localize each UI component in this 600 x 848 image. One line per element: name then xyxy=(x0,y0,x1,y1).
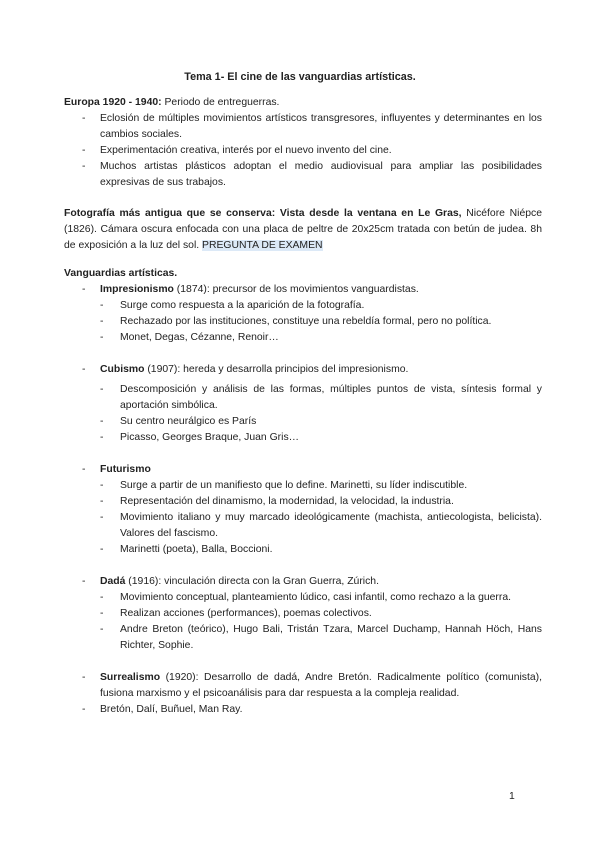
page-number: 1 xyxy=(509,791,515,802)
list-item: - Monet, Degas, Cézanne, Renoir… xyxy=(64,330,542,346)
list-item: - Su centro neurálgico es París xyxy=(64,414,542,430)
list-item: - Movimiento conceptual, planteamiento lúdico, casi infantil, como rechazo a la guerra. xyxy=(64,590,542,606)
europa-list xyxy=(64,111,542,191)
movement-desc: (1907): hereda y desarrolla principios del impresionismo. xyxy=(144,364,409,375)
foto-text: Nicéfore Niépce (1826). Cámara oscura enfocada con una placa de peltre de 20x25cm tratada con betún de judea. 8h de exposición a la luz del sol. xyxy=(64,208,542,251)
movement-dada xyxy=(64,574,542,590)
movement-name: Futurismo xyxy=(100,464,151,475)
movement-desc: (1874): precursor de los movimientos vanguardistas. xyxy=(173,284,419,295)
foto-section xyxy=(64,206,542,254)
surrealismo-artists: - Bretón, Dalí, Buñuel, Man Ray. xyxy=(64,702,542,718)
foto-heading: Fotografía más antigua que se conserva: Vista desde la ventana en Le Gras, xyxy=(64,208,462,219)
movement-futurismo xyxy=(64,462,542,478)
list-item: - Representación del dinamismo, la modernidad, la velocidad, la industria. xyxy=(64,494,542,510)
europa-heading: Europa 1920 - 1940: xyxy=(64,97,162,108)
movements-list-futurismo xyxy=(64,462,542,478)
list-item: - Descomposición y análisis de las formas, múltiples puntos de vista, síntesis formal y aportación simbólica. xyxy=(64,382,542,414)
document-title: Tema 1- El cine de las vanguardias artísticas. xyxy=(184,71,416,83)
movement-name: Dadá xyxy=(100,576,126,587)
europa-section xyxy=(64,95,542,191)
list-item: - Andre Breton (teórico), Hugo Bali, Tristán Tzara, Marcel Duchamp, Hannah Höch, Hans Richter, Sophie. xyxy=(64,622,542,654)
exam-highlight: PREGUNTA DE EXAMEN xyxy=(202,240,323,251)
list-item: - Experimentación creativa, interés por el nuevo invento del cine. xyxy=(64,143,542,159)
list-item: - Picasso, Georges Braque, Juan Gris… xyxy=(64,430,542,446)
movement-cubismo xyxy=(64,362,542,378)
list-item: - Marinetti (poeta), Balla, Boccioni. xyxy=(64,542,542,558)
movement-desc: (1920): Desarrollo de dadá, Andre Bretón. Radicalmente político (comunista), fusiona marxismo y el psicoanálisis para dar respuesta a la compleja realidad. xyxy=(100,672,542,699)
europa-paragraph xyxy=(64,95,542,111)
vanguardias-section xyxy=(64,266,542,718)
movements-list-dada xyxy=(64,574,542,590)
list-item: - Eclosión de múltiples movimientos artísticos transgresores, influyentes y determinantes en los cambios sociales. xyxy=(64,111,542,143)
list-item: - Surge a partir de un manifiesto que lo define. Marinetti, su líder indiscutible. xyxy=(64,478,542,494)
impresionismo-sublist xyxy=(64,298,542,346)
movement-surrealismo xyxy=(64,670,542,702)
movements-list-cubismo xyxy=(64,362,542,378)
list-item: - Muchos artistas plásticos adoptan el medio audiovisual para ampliar las posibilidades expresivas de sus trabajos. xyxy=(64,159,542,191)
movements-list xyxy=(64,282,542,298)
list-item: - Surge como respuesta a la aparición de la fotografía. xyxy=(64,298,542,314)
movements-list-surrealismo xyxy=(64,670,542,718)
list-item: - Rechazado por las instituciones, constituye una rebeldía formal, pero no política. xyxy=(64,314,542,330)
europa-text: Periodo de entreguerras. xyxy=(161,97,280,108)
dada-sublist xyxy=(64,590,542,654)
vanguardias-heading: Vanguardias artísticas. xyxy=(64,268,178,279)
cubismo-sublist xyxy=(64,382,542,446)
movement-name: Impresionismo xyxy=(100,284,174,295)
movement-desc: (1916): vinculación directa con la Gran Guerra, Zúrich. xyxy=(125,576,379,587)
movement-name: Surrealismo xyxy=(100,672,161,683)
futurismo-sublist xyxy=(64,478,542,558)
movement-name: Cubismo xyxy=(100,364,145,375)
list-item: - Realizan acciones (performances), poemas colectivos. xyxy=(64,606,542,622)
movement-impresionismo xyxy=(64,282,542,298)
list-item: - Movimiento italiano y muy marcado ideológicamente (machista, antiecologista, belicista). Valores del fascismo. xyxy=(64,510,542,542)
